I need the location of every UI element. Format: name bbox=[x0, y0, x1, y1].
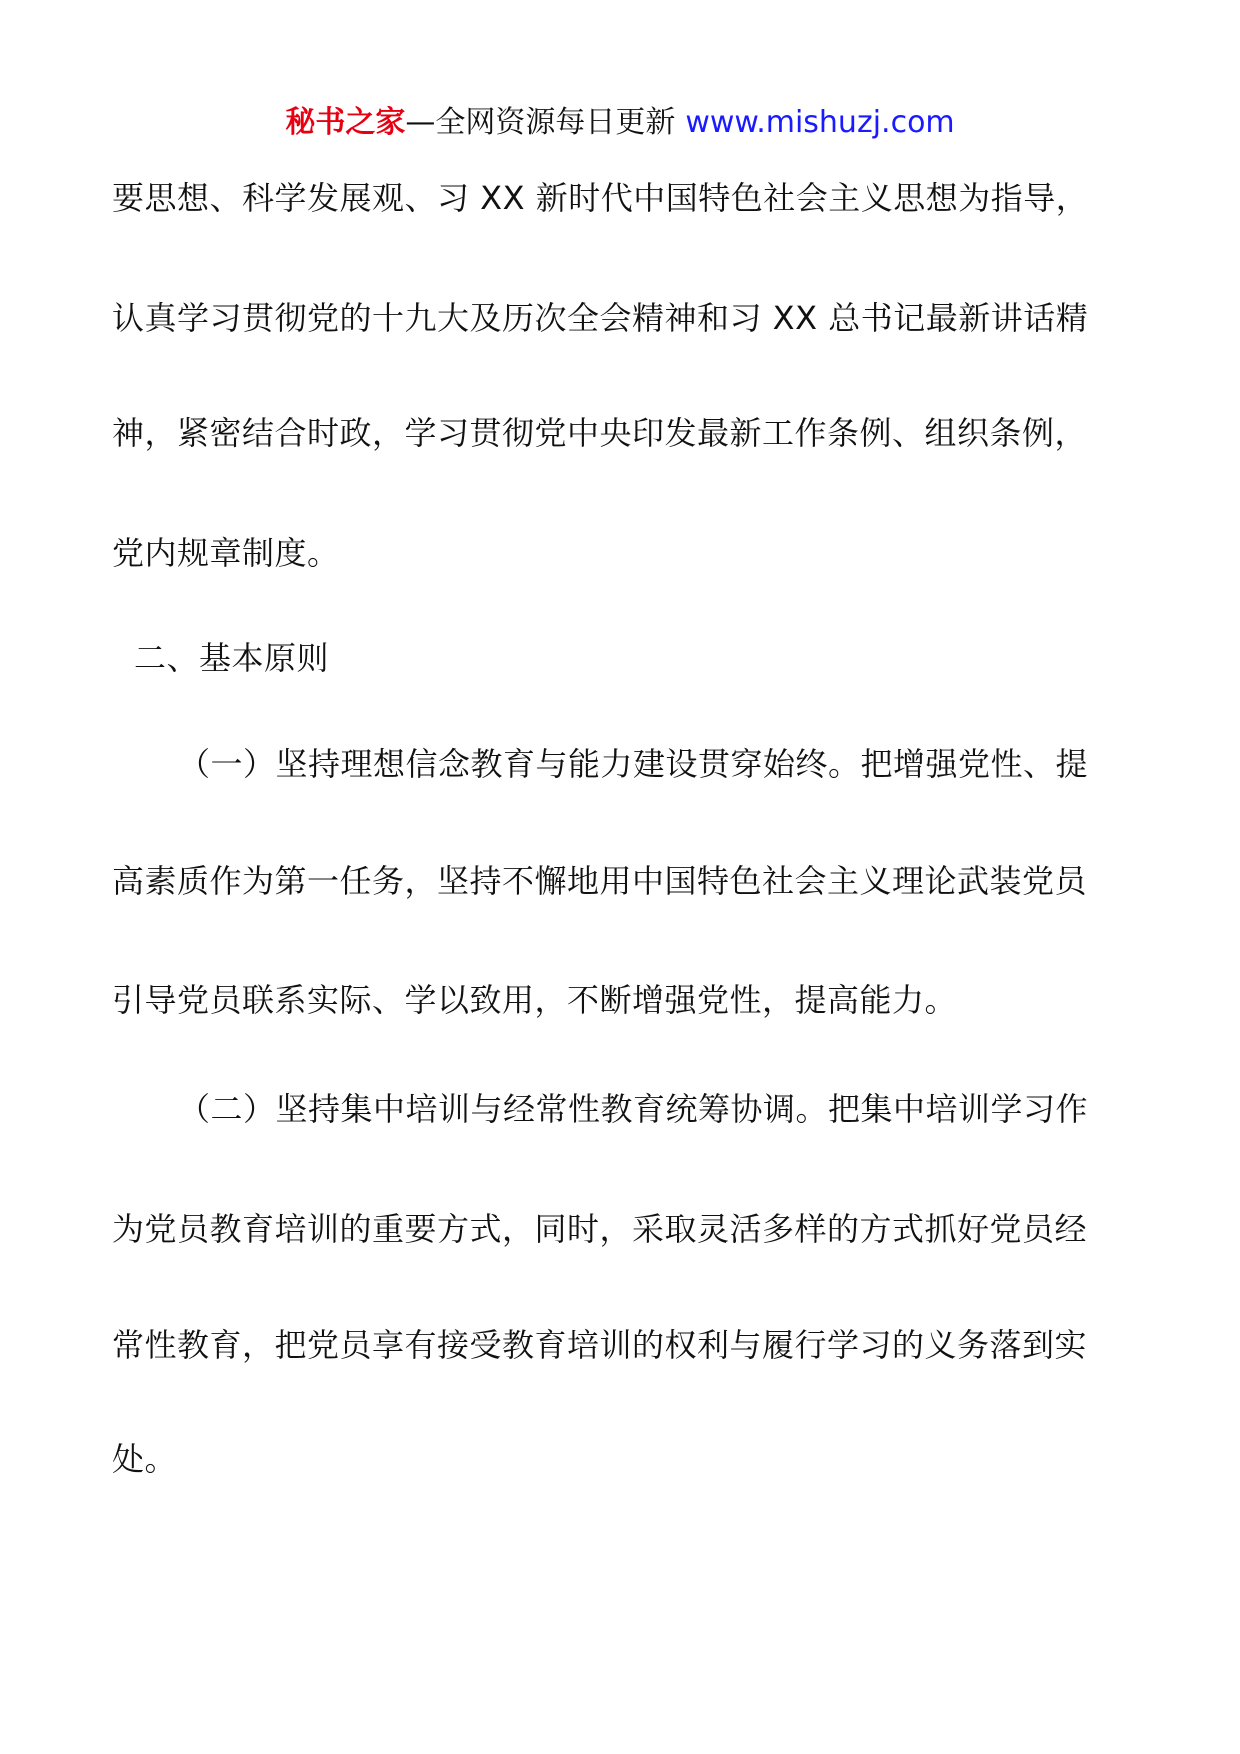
paragraph-line: 高素质作为第一任务，坚持不懈地用中国特色社会主义理论武装党员 bbox=[112, 862, 1088, 900]
site-header bbox=[0, 102, 1240, 144]
site-brand: 秘书之家 bbox=[285, 105, 406, 140]
paragraph-line: 为党员教育培训的重要方式，同时，采取灵活多样的方式抓好党员经 bbox=[112, 1210, 1088, 1248]
paragraph-line: 神，紧密结合时政，学习贯彻党中央印发最新工作条例、组织条例， bbox=[112, 414, 1088, 452]
paragraph-line: 常性教育，把党员享有接受教育培训的权利与履行学习的义务落到实 bbox=[112, 1326, 1088, 1364]
paragraph-line: 处。 bbox=[112, 1440, 178, 1478]
paragraph-line: （一）坚持理想信念教育与能力建设贯穿始终。把增强党性、提 bbox=[178, 745, 1089, 783]
site-tagline: —全网资源每日更新 bbox=[405, 105, 676, 140]
paragraph-line: 党内规章制度。 bbox=[112, 534, 340, 572]
paragraph-line: 引导党员联系实际、学以致用，不断增强党性，提高能力。 bbox=[112, 981, 958, 1019]
paragraph-line: 要思想、科学发展观、习 XX 新时代中国特色社会主义思想为指导， bbox=[112, 179, 1089, 217]
paragraph-line: 认真学习贯彻党的十九大及历次全会精神和习 XX 总书记最新讲话精 bbox=[112, 299, 1089, 337]
site-url-link[interactable]: www.mishuzj.com bbox=[685, 105, 955, 140]
section-heading: 二、基本原则 bbox=[134, 639, 330, 677]
paragraph-line: （二）坚持集中培训与经常性教育统筹协调。把集中培训学习作 bbox=[178, 1090, 1089, 1128]
